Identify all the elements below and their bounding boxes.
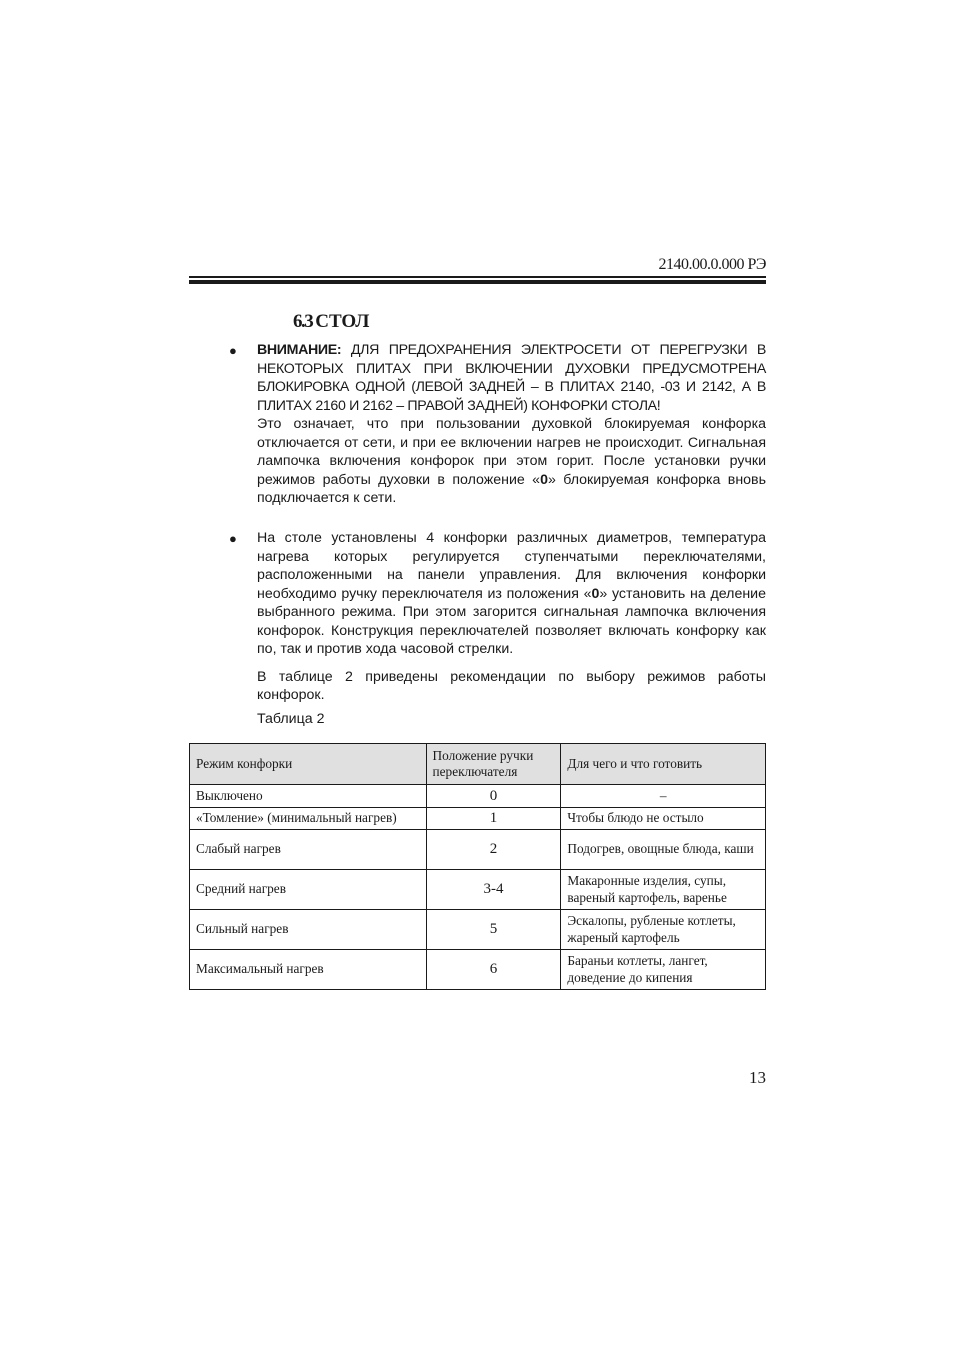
section-number: 6.3 [293,311,313,332]
warning-paragraph [257,341,766,415]
explanation-text-start: Это означает, что при пользовании духовкой блокируемая конфорка отключается от сети, и при ее включении нагрев не происходит. Сигнальная лампочка включения конфорок при этом горит. После установки ручки режимов работы духовки в положение « [257,416,766,488]
table-row [190,870,766,910]
cell-usage: Эскалопы, рубленые котлеты, жареный картофель [561,910,766,950]
cell-position: 1 [426,808,561,830]
cell-usage: Макаронные изделия, супы, вареный картофель, варенье [561,870,766,910]
warning-text: ДЛЯ ПРЕДОХРАНЕНИЯ ЭЛЕКТРОСЕТИ ОТ ПЕРЕГРУЗКИ В НЕКОТОРЫХ ПЛИТАХ ПРИ ВКЛЮЧЕНИИ ДУХОВКИ ПРЕДУСМОТРЕНА БЛОКИРОВКА ОДНОЙ (ЛЕВОЙ ЗАДНЕЙ – В ПЛИТАХ 2140, -03 И 2142, А В ПЛИТАХ 2160 И 2162 – ПРАВОЙ ЗАДНЕЙ) КОНФОРКИ СТОЛА! [257,342,766,414]
position-zero-label: 0 [591,585,600,602]
cell-position: 6 [426,950,561,990]
cell-mode: Выключено [190,785,427,808]
page-number: 13 [749,1068,766,1087]
cell-usage: – [561,785,766,808]
section-title: СТОЛ [315,311,370,332]
burners-paragraph [257,529,766,659]
table-header-row [190,744,766,785]
cell-usage: Бараньи котлеты, лангет, доведение до кипения [561,950,766,990]
table-row [190,830,766,870]
section-heading [293,311,369,333]
cell-position: 0 [426,785,561,808]
burner-modes-table [189,743,766,990]
cell-mode: «Томление» (минимальный нагрев) [190,808,427,830]
cell-position: 3-4 [426,870,561,910]
cell-position: 5 [426,910,561,950]
header-usage: Для чего и что готовить [561,744,766,785]
warning-explanation [257,415,766,508]
cell-mode: Средний нагрев [190,870,427,910]
burners-block [257,529,766,705]
burners-text-end: » установить на деление выбранного режима. При этом загорится сигнальная лампочка включения конфорок. Конструкция переключателей позволяет включать конфорку как по, так и против хода часовой стрелки. [257,585,766,657]
document-code: 2140.00.0.000 РЭ [658,256,766,273]
table-row [190,808,766,830]
header-mode: Режим конфорки [190,744,427,785]
table-intro-paragraph: В таблице 2 приведены рекомендации по выбору режимов работы конфорок. [257,668,766,703]
explanation-text-end: » блокируемая конфорка вновь подключается к сети. [257,471,766,506]
cell-mode: Сильный нагрев [190,910,427,950]
header-position: Положение ручки переключателя [426,744,561,785]
table-caption: Таблица 2 [257,711,325,727]
warning-block [257,341,766,508]
cell-usage: Чтобы блюдо не остыло [561,808,766,830]
bullet-dot-icon: ● [229,343,237,358]
bullet-dot-icon: ● [229,531,237,546]
warning-label: ВНИМАНИЕ: [257,342,342,358]
position-zero-label: 0 [540,471,548,488]
table-row [190,910,766,950]
header-rule-thin [189,276,766,278]
burners-text-start: На столе установлены 4 конфорки различных диаметров, температура нагрева которых регулируется ступенчатыми переключателями, расположенными на панели управления. Для включения конфорки необходимо ручку переключателя из положения « [257,530,766,602]
cell-position: 2 [426,830,561,870]
cell-usage: Подогрев, овощные блюда, каши [561,830,766,870]
cell-mode: Слабый нагрев [190,830,427,870]
cell-mode: Максимальный нагрев [190,950,427,990]
table-row [190,785,766,808]
table-row [190,950,766,990]
header-rule-thick [189,280,766,284]
